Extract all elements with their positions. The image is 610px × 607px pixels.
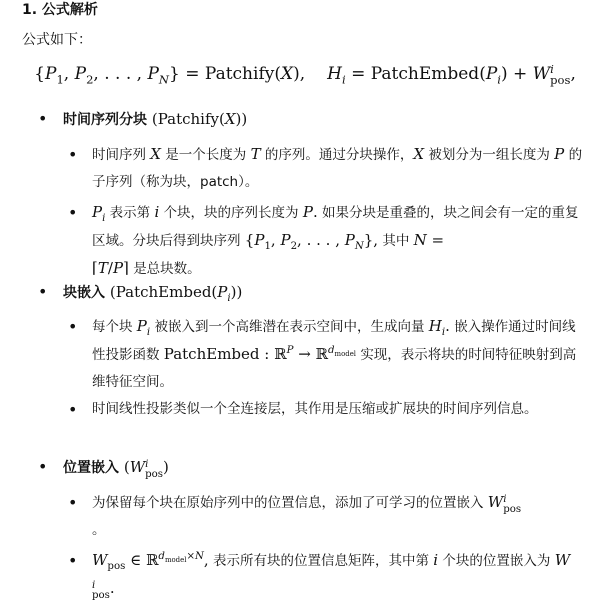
formula-display bbox=[0, 60, 610, 88]
bullet-icon: • bbox=[68, 493, 78, 512]
section-title-math: $(PatchEmbed(P_i))$ bbox=[109, 283, 243, 304]
section-heading: 1. 公式解析 bbox=[22, 2, 98, 18]
section-title: 块嵌入 $(PatchEmbed(P_i))$ bbox=[63, 283, 243, 304]
section-title: 位置嵌入 (W i pos ) bbox=[63, 458, 169, 480]
list-item: 为保留每个块在原始序列中的位置信息，添加了可学习的位置嵌入 W i pos 。 bbox=[92, 493, 522, 538]
bullet-icon: • bbox=[38, 282, 48, 301]
formula-right: $H_i$ = $PatchEmbed(P_i) + W$ i pos , bbox=[327, 62, 576, 88]
bullet-icon: • bbox=[68, 145, 78, 164]
section-title: 时间序列分块 (Patchify(X)) bbox=[63, 110, 248, 128]
list-item: 时间序列 X 是一个长度为 T 的序列。通过分块操作，X 被划分为一组长度为 P 的子序列（称为块，patch）。 bbox=[92, 145, 583, 190]
section-title-math: (W i pos ) bbox=[123, 458, 169, 480]
bullet-icon: • bbox=[38, 457, 48, 476]
list-item: $W_{pos}$ ∈ ℝ$^{d_{model}\times N}$, 表示所有块的位置信息矩阵，其中第 i 个块的位置嵌入为 W i pos . bbox=[92, 551, 571, 601]
intro-text: 公式如下： bbox=[22, 32, 92, 48]
bullet-icon: • bbox=[68, 551, 78, 570]
bullet-icon: • bbox=[68, 203, 78, 222]
bullet-icon: • bbox=[68, 400, 78, 419]
section-title-math: (Patchify(X)) bbox=[151, 110, 248, 128]
bullet-icon: • bbox=[38, 109, 48, 128]
list-item: 每个块 $P_i$ 被嵌入到一个高维潜在表示空间中，生成向量 $H_i$. 嵌入操作通过时间线性投影函数 PatchEmbed : ℝ$^P$ → ℝ$^{d_{model}}$ 实现，表示将块的时间特征映射到高维特征空间。 bbox=[92, 317, 577, 390]
formula-left: {$P_1$, $P_2$, . . . , $P_N$} = Patchify(X), bbox=[34, 64, 306, 87]
list-item: $P_i$ 表示第 i 个块，块的序列长度为 P. 如果分块是重叠的，块之间会有一定的重复区域。分块后得到块序列 {$P_1$, $P_2$, . . . , $P_N$}, 其中 N = ⌈T/P⌉ 是总块数。 bbox=[92, 203, 579, 277]
bullet-icon: • bbox=[68, 317, 78, 336]
list-item: 时间线性投影类似一个全连接层，其作用是压缩或扩展块的时间序列信息。 bbox=[92, 401, 538, 417]
